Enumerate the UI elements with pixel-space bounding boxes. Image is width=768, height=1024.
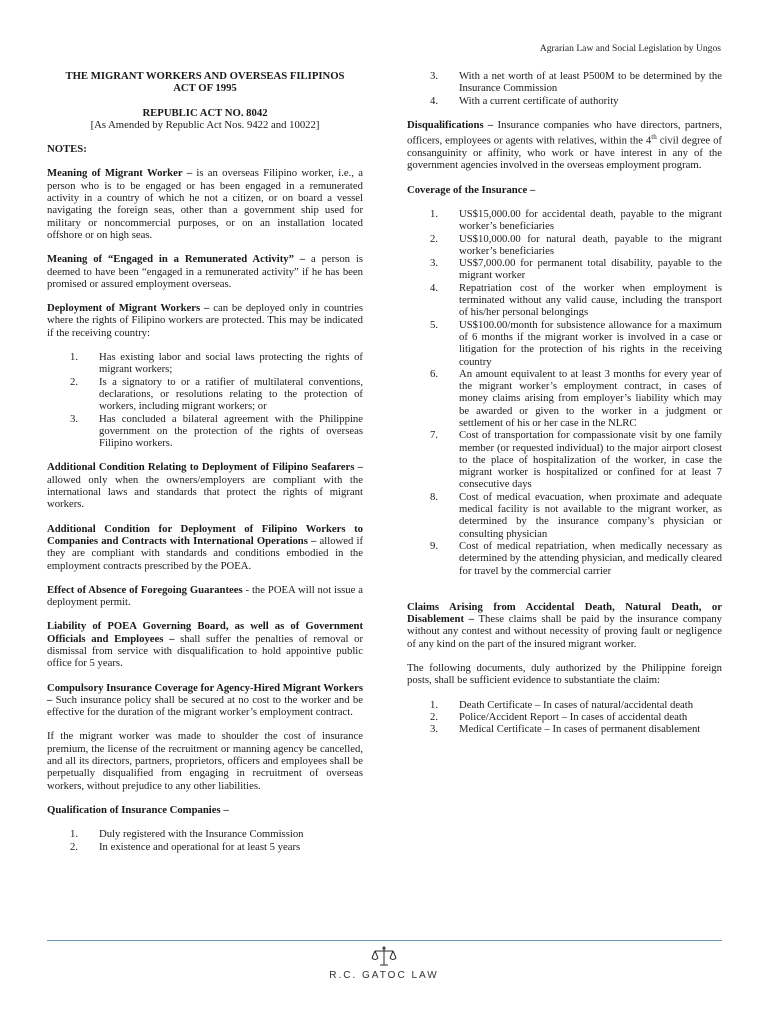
document-title bbox=[47, 70, 363, 131]
republic-act-number: REPUBLIC ACT NO. 8042 bbox=[142, 106, 268, 119]
page-header: Agrarian Law and Social Legislation by Ungos bbox=[539, 43, 721, 54]
paragraph-compulsory-insurance: Compulsory Insurance Coverage for Agency-Hired Migrant Workers – Such insurance policy shall be secured at no cost to the worker and be effective for the duration of the migrant worker’s employment contract. bbox=[47, 681, 363, 719]
paragraph-international-operations: Additional Condition for Deployment of Filipino Workers to Companies and Contracts with International Operations – allowed if they are compliant with standards and conditions embodied in the employment contracts prescribed by the POEA. bbox=[47, 522, 363, 572]
coverage-list bbox=[407, 208, 722, 577]
list-item: 2. US$10,000.00 for natural death, payable to the migrant worker’s beneficiaries bbox=[430, 232, 722, 257]
footer-brand: R.C. GATOC LAW bbox=[329, 970, 439, 981]
paragraph-migrant-worker: Meaning of Migrant Worker – is an overseas Filipino worker, i.e., a person who is to be engaged or has been engaged in a remunerated activity in a country of which he not a citizen, or on board a vessel navigating the foreign seas, other than a government ship used for military or noncommercial purposes, or on an installation located offshore or on high seas. bbox=[47, 167, 363, 241]
paragraph-insurance-premium: If the migrant worker was made to shoulder the cost of insurance premium, the license of the recruitment or manning agency be cancelled, and all its directors, partners, proprietors, officers and employees shall be perpetually disqualified from engaging in recruitment of overseas workers, without prejudice to any other liabilities. bbox=[47, 730, 363, 792]
title-line-2: ACT OF 1995 bbox=[173, 82, 237, 95]
right-column bbox=[407, 70, 722, 748]
list-item: 3. With a net worth of at least P500M to be determined by the Insurance Commission bbox=[430, 70, 722, 95]
list-item: 1. Has existing labor and social laws protecting the rights of migrant workers; bbox=[70, 351, 363, 376]
deployment-conditions-list bbox=[47, 351, 363, 449]
paragraph-remunerated-activity: Meaning of “Engaged in a Remunerated Activity” – a person is deemed to have been “engaged in a remunerated activity” if he has been promised or assured employment overseas. bbox=[47, 253, 363, 290]
paragraph-seafarers: Additional Condition Relating to Deployment of Filipino Seafarers – allowed only when the owners/employers are compliant with the international laws and standards that protect the rights of migrant workers. bbox=[47, 461, 363, 511]
notes-heading: NOTES: bbox=[47, 143, 87, 156]
list-item: 9. Cost of medical repatriation, when medically necessary as determined by the attending physician, and medically cleared for travel by the commercial carrier bbox=[430, 539, 722, 577]
list-item: 1. Duly registered with the Insurance Commission bbox=[70, 828, 304, 841]
paragraph-absence-guarantees: Effect of Absence of Foregoing Guarantees - the POEA will not issue a deployment permit. bbox=[47, 583, 363, 609]
list-item: 2. Is a signatory to or a ratifier of multilateral conventions, declarations, or resolutions relating to the protection of workers, including migrant workers; or bbox=[70, 375, 363, 413]
list-item: 4. With a current certificate of authority bbox=[430, 94, 619, 107]
documents-list bbox=[407, 699, 722, 736]
paragraph-qualification-heading: Qualification of Insurance Companies – bbox=[47, 803, 229, 816]
list-item: 6. An amount equivalent to at least 3 months for every year of the migrant worker’s employment contract, in cases of money claims arising from employer’s liability which may be awarded or given to the worker in a judgment or settlement of his or her case in the NLRC bbox=[430, 367, 722, 429]
paragraph-claims: Claims Arising from Accidental Death, Natural Death, or Disablement – These claims shall be paid by the insurance company without any contest and without necessity of proving fault or negligence of any kind on the part of the insured migrant worker. bbox=[407, 600, 722, 650]
coverage-heading: Coverage of the Insurance – bbox=[407, 183, 536, 196]
list-item: 3. US$7,000.00 for permanent total disability, payable to the migrant worker bbox=[430, 257, 722, 282]
paragraph-deployment: Deployment of Migrant Workers – can be deployed only in countries where the rights of Filipino workers are protected. This may be indicated if the receiving country: bbox=[47, 302, 363, 339]
list-item: 7. Cost of transportation for compassionate visit by one family member (or requested individual) to the major airport closest to the place of hospitalization of the worker, in case the migrant worker is hospitalized or confined for at least 7 consecutive days bbox=[430, 429, 722, 491]
list-item: 1. Death Certificate – In cases of natural/accidental death bbox=[430, 698, 694, 711]
left-column bbox=[47, 70, 363, 865]
title-line-1: THE MIGRANT WORKERS AND OVERSEAS FILIPINOS bbox=[65, 70, 345, 82]
amendment-note: [As Amended by Republic Act Nos. 9422 and 10022] bbox=[90, 118, 320, 131]
list-item: 3. Has concluded a bilateral agreement with the Philippine government on the protection of the rights of overseas Filipino workers. bbox=[70, 412, 363, 450]
list-item: 2. Police/Accident Report – In cases of accidental death bbox=[430, 710, 688, 723]
qualification-list-continued bbox=[407, 70, 722, 107]
qualification-list bbox=[47, 828, 363, 853]
list-item: 4. Repatriation cost of the worker when employment is terminated without any valid cause, including the transport of his/her personal belongings bbox=[430, 281, 722, 319]
list-item: 2. In existence and operational for at least 5 years bbox=[70, 840, 301, 853]
list-item: 3. Medical Certificate – In cases of permanent disablement bbox=[430, 723, 701, 736]
paragraph-disqualifications: Disqualifications – Insurance companies who have directors, partners, officers, employees or agents with relatives, within the 4th civil degree of consanguinity or affinity, who work or have interest in any of the government agencies involved in the overseas employment program. bbox=[407, 118, 722, 172]
list-item: 8. Cost of medical evacuation, when proximate and adequate medical facility is not available to the migrant worker, as determined by the insurance company’s physician or consulting physician bbox=[430, 490, 722, 540]
footer-divider bbox=[47, 940, 722, 941]
paragraph-documents: The following documents, duly authorized by the Philippine foreign posts, shall be sufficient evidence to substantiate the claim: bbox=[407, 662, 722, 687]
paragraph-poea-liability: Liability of POEA Governing Board, as well as of Government Officials and Employees – shall suffer the penalties of removal or dismissal from service with disqualification to hold appointive public office for 5 years. bbox=[47, 620, 363, 670]
scales-of-justice-icon bbox=[370, 946, 398, 968]
list-item: 5. US$100.00/month for subsistence allowance for a maximum of 6 months if the migrant worker is involved in a case or litigation for the protection of his rights in the receiving country bbox=[430, 318, 722, 368]
list-item: 1. US$15,000.00 for accidental death, payable to the migrant worker’s beneficiaries bbox=[430, 207, 722, 233]
